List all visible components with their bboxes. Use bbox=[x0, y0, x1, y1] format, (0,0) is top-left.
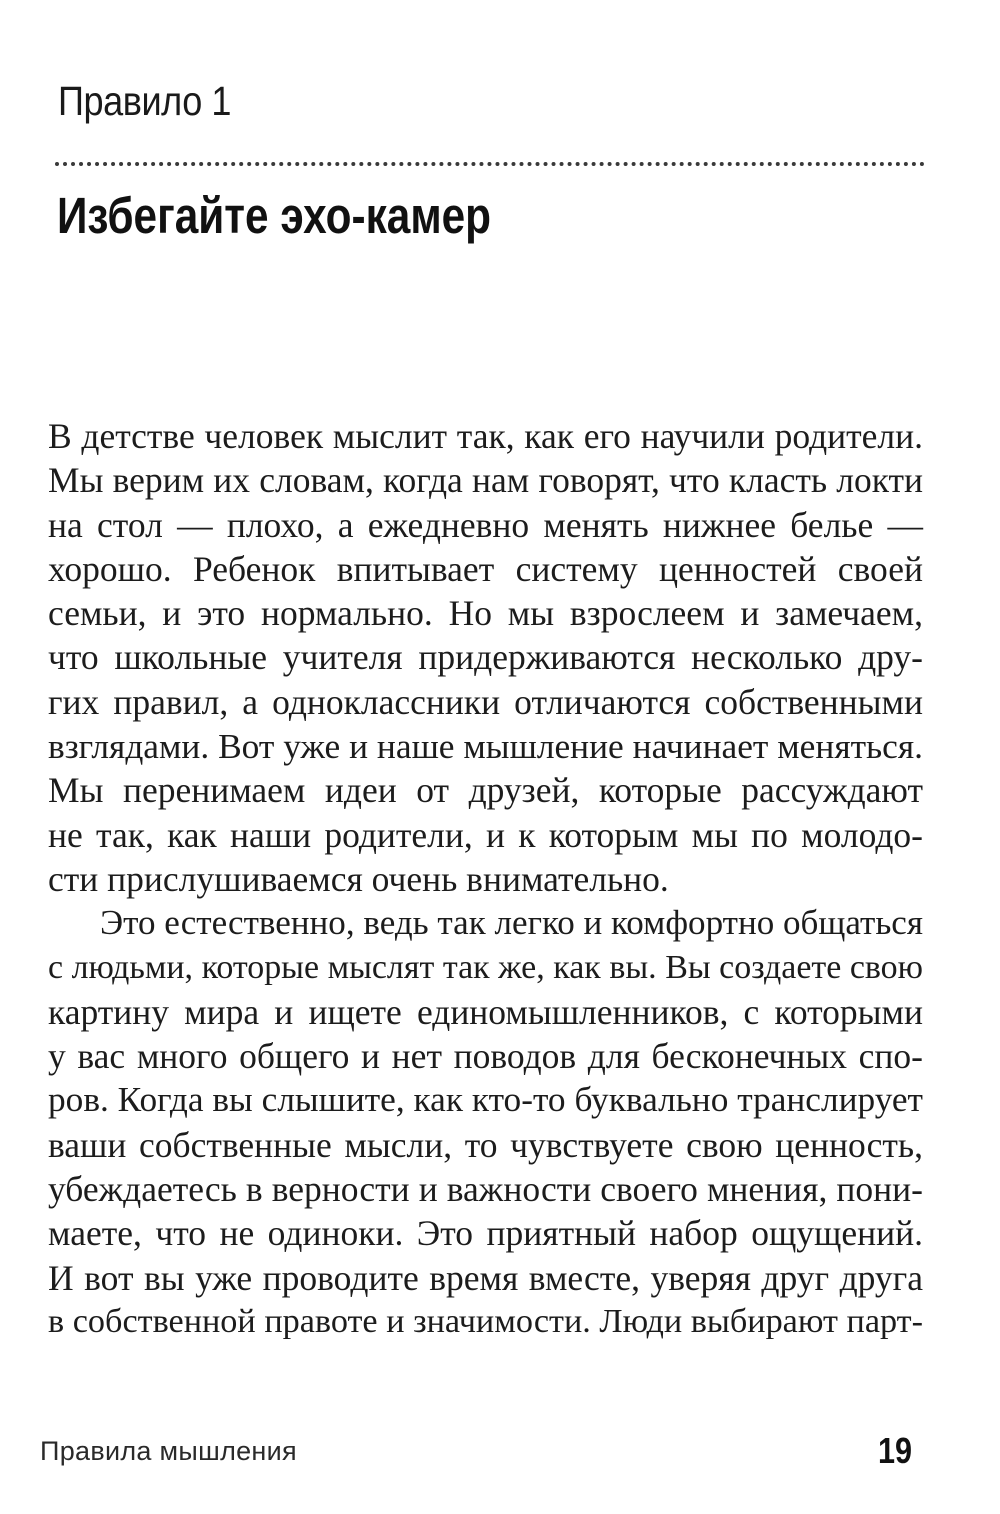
body-text bbox=[48, 414, 923, 1344]
text-line: гих правил, а одноклассники отличаются собственными bbox=[48, 681, 923, 722]
text-line: убеждаетесь в верности и важности своего мнения, пони- bbox=[48, 1169, 923, 1210]
text-line: И вот вы уже проводите время вместе, уверяя друг друга bbox=[48, 1257, 923, 1298]
text-line: ров. Когда вы слышите, как кто-то буквально транслирует bbox=[48, 1080, 923, 1120]
text-line: что школьные учителя придерживаются несколько дру- bbox=[48, 637, 923, 678]
chapter-title: Избегайте эхо-камер bbox=[57, 187, 492, 244]
text-line: в собственной правоте и значимости. Люди выбирают парт- bbox=[48, 1302, 923, 1340]
paragraph-2 bbox=[48, 901, 923, 1344]
text-line: семьи, и это нормально. Но мы взрослеем и замечаем, bbox=[48, 593, 923, 634]
dotted-divider bbox=[55, 162, 925, 166]
text-line: с людьми, которые мыслят так же, как вы. Вы создаете свою bbox=[48, 948, 923, 986]
text-line: хорошо. Ребенок впитывает систему ценностей своей bbox=[48, 548, 923, 589]
rule-label: Правило 1 bbox=[58, 78, 232, 124]
paragraph-1 bbox=[48, 414, 923, 901]
text-line: Мы верим их словам, когда нам говорят, что класть локти bbox=[48, 460, 923, 501]
text-line: Мы перенимаем идеи от друзей, которые рассуждают bbox=[48, 770, 923, 811]
text-line: у вас много общего и нет поводов для бесконечных спо- bbox=[48, 1036, 923, 1077]
text-line: В детстве человек мыслит так, как его научили родители. bbox=[48, 416, 923, 456]
text-line: на стол — плохо, а ежедневно менять нижнее белье — bbox=[48, 504, 923, 545]
running-footer-title: Правила мышления bbox=[40, 1436, 297, 1466]
text-line: маете, что не одиноки. Это приятный набор ощущений. bbox=[48, 1213, 923, 1254]
text-line: сти прислушиваемся очень внимательно. bbox=[48, 858, 669, 899]
text-line: картину мира и ищете единомышленников, с которыми bbox=[48, 991, 923, 1032]
text-line: ваши собственные мысли, то чувствуете свою ценность, bbox=[48, 1124, 923, 1165]
text-line: взглядами. Вот уже и наше мышление начинает меняться. bbox=[48, 726, 923, 767]
page-number: 19 bbox=[877, 1430, 912, 1471]
text-line: Это естественно, ведь так легко и комфортно общаться bbox=[100, 903, 923, 943]
text-line: не так, как наши родители, и к которым мы по молодо- bbox=[48, 814, 923, 855]
